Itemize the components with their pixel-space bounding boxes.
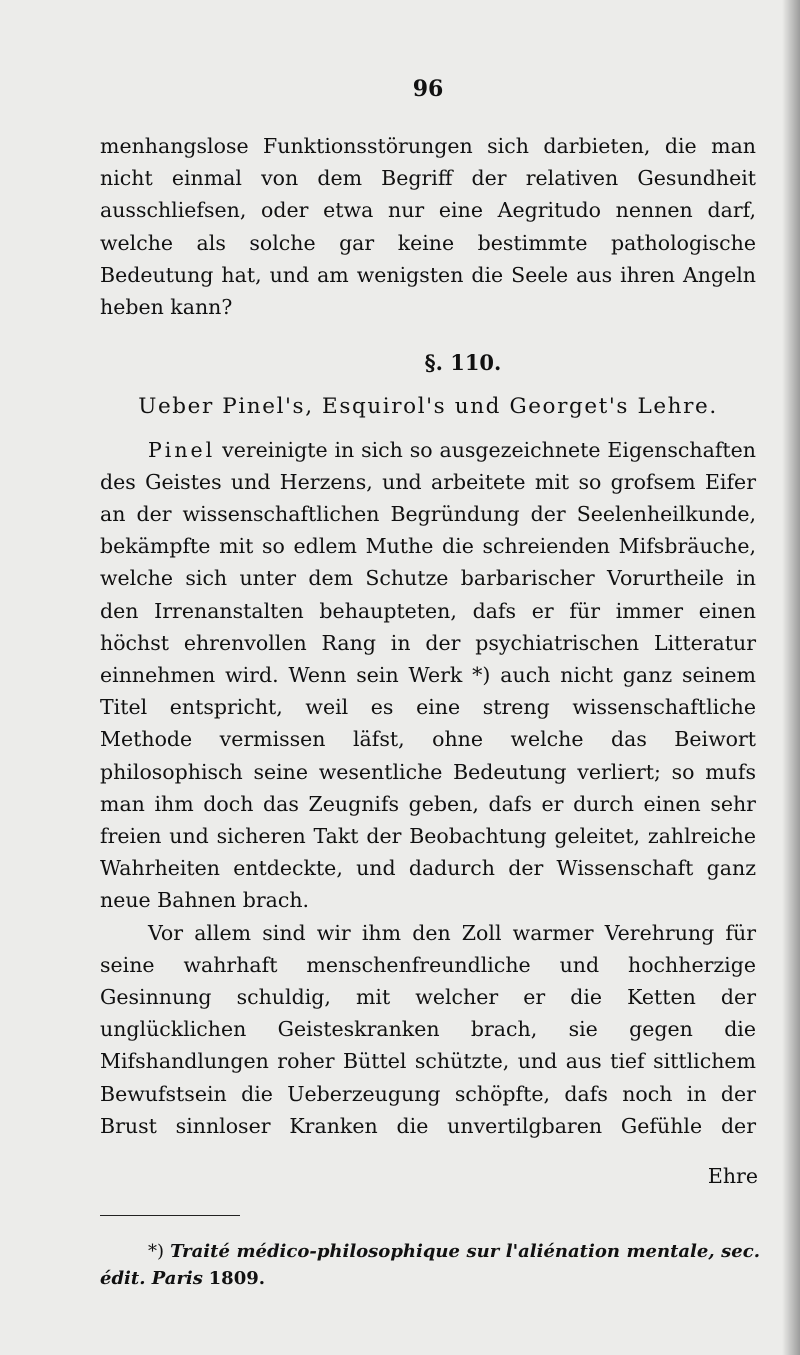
footnote <box>100 1238 760 1292</box>
page-body <box>100 130 756 1142</box>
footnote-year: 1809. <box>208 1268 266 1289</box>
author-name: Pinel <box>148 437 216 462</box>
continuation-paragraph: menhangslose Funktionsstörungen sich darbieten, die man nicht einmal von dem Begriff der relativen Gesundheit ausschliefsen, oder etwa nur eine Aegritudo nennen darf, welche als solche gar keine bestimmte pathologische Bedeutung hat, und am wenigsten die Seele aus ihren Angeln heben kann? <box>100 134 756 320</box>
section-title: Ueber Pinel's, Esquirol's und Georget's Lehre. <box>138 394 718 420</box>
paragraph-pinel-text: vereinigte in sich so ausgezeichnete Eigenschaften des Geistes und Herzens, und arbeitete mit so grofsem Eifer an der wissenschaftlichen Begründung der Seelenheilkunde, bekämpfte mit so edlem Muthe die schreienden Mifsbräuche, welche sich unter dem Schutze barbarischer Vorurtheile in den Irrenanstalten behaupteten, dafs er für immer einen höchst ehrenvollen Rang in der psychiatrischen Litteratur einnehmen wird. Wenn sein Werk *) auch nicht ganz seinem Titel entspricht, weil es eine streng wissenschaftliche Methode vermissen läfst, ohne welche das Beiwort philosophisch seine wesentliche Bedeutung verliert; so mufs man ihm doch das Zeugnifs geben, dafs er durch einen sehr freien und sicheren Takt der Beobachtung geleitet, zahlreiche Wahrheiten entdeckte, und dadurch der Wissenschaft ganz neue Bahnen brach. <box>100 437 756 913</box>
section-number: §. 110. <box>424 350 502 376</box>
footnote-marker: *) <box>148 1241 165 1262</box>
page-number: 96 <box>412 76 444 102</box>
paragraph-verehrung: Vor allem sind wir ihm den Zoll warmer Verehrung für seine wahrhaft menschenfreundliche und hochherzige Gesinnung schuldig, mit welcher er die Ketten der unglücklichen Geisteskranken brach, sie gegen die Mifshandlungen roher Büttel schützte, und aus tief sittlichem Bewufstsein die Ueberzeugung schöpfte, dafs noch in der Brust sinnloser Kranken die unvertilgbaren Gefühle der <box>100 920 756 1138</box>
paragraph-pinel <box>100 434 756 917</box>
footnote-title: Traité médico-philosophique sur l'aliénation mentale, sec. édit. Paris <box>100 1241 760 1289</box>
footnote-rule <box>100 1215 240 1216</box>
page-edge-shadow <box>782 0 800 1355</box>
catchword: Ehre <box>707 1164 758 1188</box>
